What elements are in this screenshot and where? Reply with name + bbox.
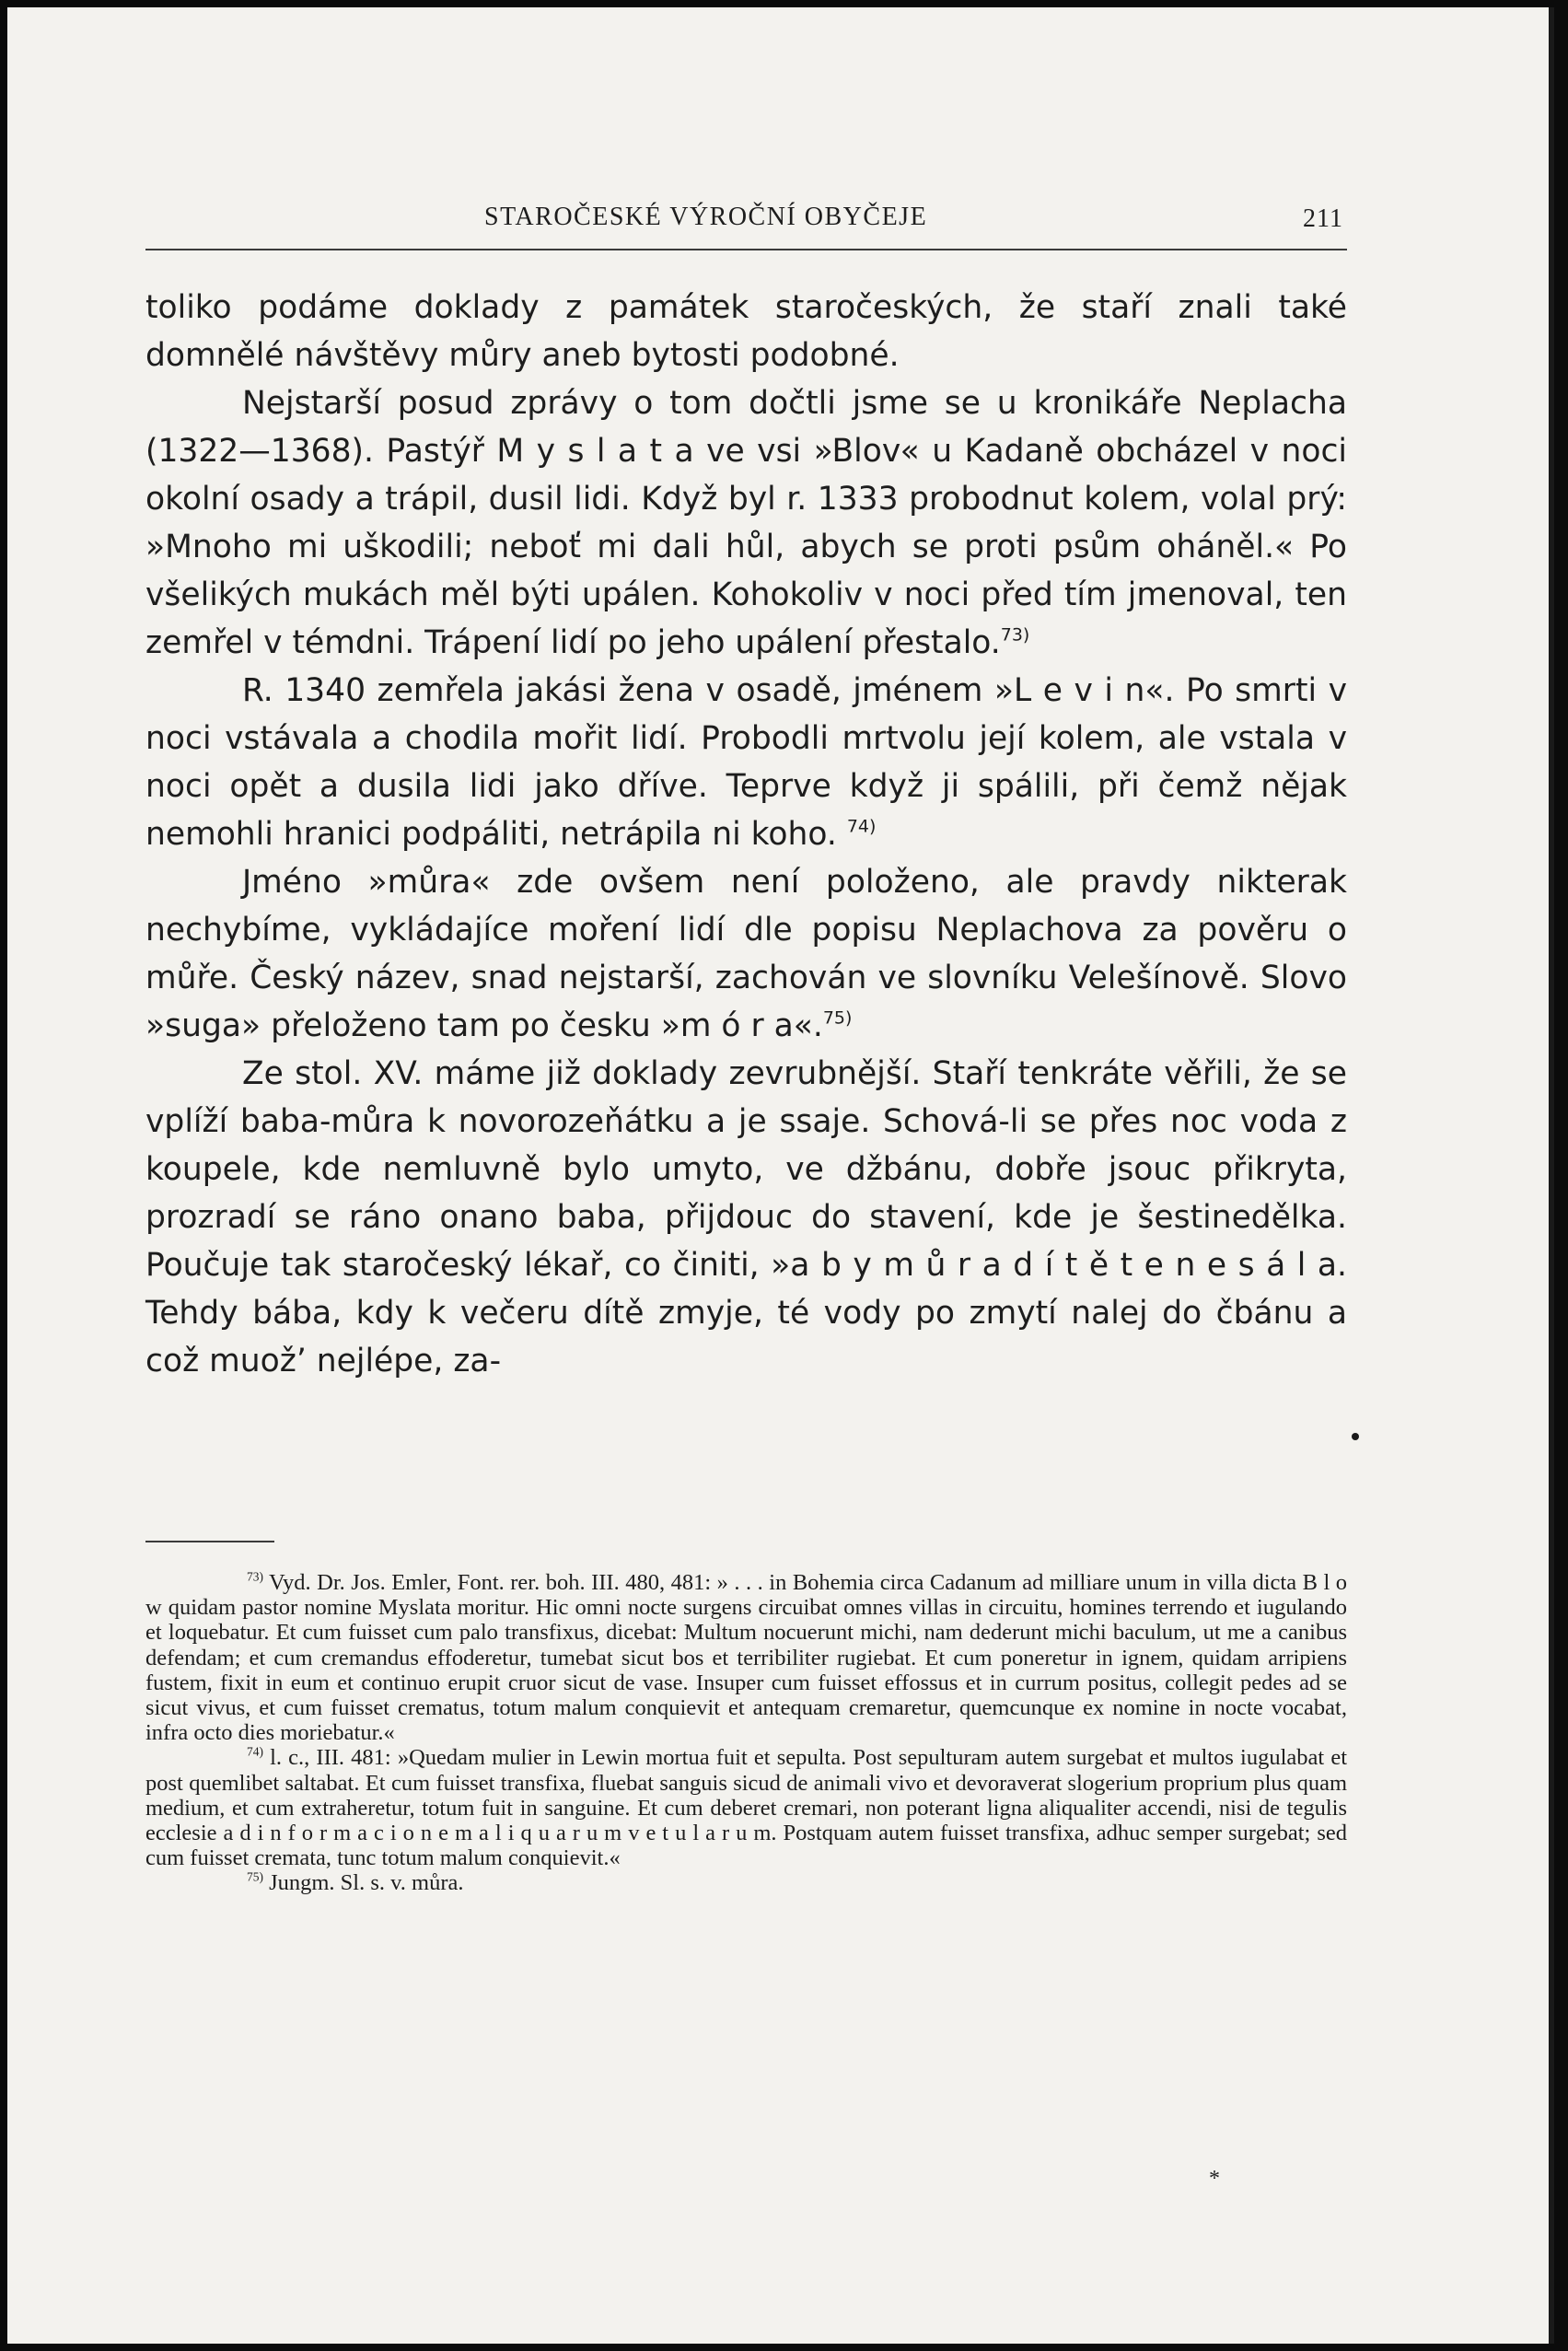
- footnote-mark: 74): [247, 1745, 263, 1759]
- footnotes: [145, 1570, 1347, 1896]
- page-number: 211: [1303, 204, 1343, 233]
- book-page: [7, 7, 1554, 2344]
- running-title: STAROČESKÉ VÝROČNÍ OBYČEJE: [484, 203, 928, 231]
- paragraph: Jméno »můra« zde ovšem není položeno, ale pravdy nikterak nechybíme, vykládajíce moření lidí dle popisu Neplachova za pověru o můře. Český název, snad nejstarší, zachován ve slovníku Velešínově. Slovo »suga» přeloženo tam po česku »m ó r a«.$^{75)}$: [145, 864, 1347, 1044]
- scan-artifact-dot: [1352, 1433, 1359, 1440]
- footnote: $^{73)}$ Vyd. Dr. Jos. Emler, Font. rer. boh. III. 480, 481: » . . . in Bohemia circa Cadanum ad milliare unum in villa dicta B l o w quidam pastor nomine Myslata moritur. Hic omni nocte surgens circuibat omnes villas in circuitu, homines terrendo et iugulando et loquebatur. Et cum fuisset cum palo transfixus, dicebat: Multum nocuerunt michi, nam dederunt michi baculum, ut me a canibus defendam; et cum cremandus effoderetur, tumebat sicut bos et terribiliter rugiebat. Et cum poneretur in ignem, quidam arripiens fustem, fixit in eum et continuo erupit cruor sicut de vase. Insuper cum fuisset effossus et in currum positus, collegit pedes ad se sicut vivus, et cum fuisset crematus, totum malum conquievit et antequam cremaretur, quemcunque ex nomine in nocte vocabat, infra octo dies moriebatur.«: [145, 1569, 1347, 1746]
- footnote-ref: 74): [846, 816, 877, 837]
- footnote: $^{74)}$ l. c., III. 481: »Quedam mulier in Lewin mortua fuit et sepulta. Post sepulturam autem surgebat et multos iugulabat et post quemlibet saltabat. Et cum fuisset transfixa, fluebat sanguis sicud de animali vivo et devoraverat slogerium proprium plus quam medium, et cum extraheretur, totum fuit in sanguine. Et cum deberet cremari, non poterant ligna aliqualiter accendi, nisi de tegulis ecclesie a d i n f o r m a c i o n e m a l i q u a r u m v e t u l a r u m. Postquam autem fuisset transfixa, adhuc semper surgebat; sed cum fuisset cremata, tunc totum malum conquievit.«: [145, 1745, 1348, 1871]
- footnote-mark: 73): [247, 1569, 263, 1584]
- page-header: [145, 203, 1347, 239]
- footnote-ref: 75): [822, 1007, 853, 1029]
- header-rule: [145, 249, 1347, 250]
- paragraph: Ze stol. XV. máme již doklady zevrubnější. Staří tenkráte věřili, že se vplíží baba-můra k novorozeňátku a je ssaje. Schová-li se přes noc voda z koupele, kde nemluvně bylo umyto, ve džbánu, dobře jsouc přikryta, prozradí se ráno onano baba, přijdouc do stavení, kde je šestinedělka. Poučuje tak staročeský lékař, co činiti, »a b y m ů r a d í t ě t e n e s á l a. Tehdy bába, kdy k večeru dítě zmyje, té vody po zmytí nalej do čbánu a což muož’ nejlépe, za-: [145, 1055, 1347, 1379]
- paragraph: toliko podáme doklady z památek staročeských, že staří znali také domnělé návštěvy můry aneb bytosti podobné.: [145, 289, 1347, 374]
- page-bottom-mark: *: [1209, 2167, 1220, 2191]
- body-text: [145, 284, 1347, 1385]
- footnote-rule: [145, 1541, 274, 1542]
- footnote-ref: 73): [1000, 624, 1030, 646]
- footnote: $^{75)}$ Jungm. Sl. s. v. můra.: [247, 1870, 464, 1896]
- paragraph: R. 1340 zemřela jakási žena v osadě, jménem »L e v i n«. Po smrti v noci vstávala a chodila mořit lidí. Probodli mrtvolu její kolem, ale vstala v noci opět a dusila lidi jako dříve. Teprve když ji spálili, při čemž nějak nemohli hranici podpáliti, netrápila ni koho. $^{74)}$: [145, 672, 1347, 853]
- paragraph: Nejstarší posud zprávy o tom dočtli jsme se u kronikáře Neplacha (1322—1368). Pastýř M y s l a t a ve vsi »Blov« u Kadaně obcházel v noci okolní osady a trápil, dusil lidi. Když byl r. 1333 probodnut kolem, volal prý: »Mnoho mi uškodili; neboť mi dali hůl, abych se proti psům oháněl.« Po všelikých mukách měl býti upálen. Kohokoliv v noci před tím jmenoval, ten zemřel v témdni. Trápení lidí po jeho upálení přestalo.$^{73)}$: [145, 385, 1347, 661]
- footnote-mark: 75): [247, 1870, 263, 1885]
